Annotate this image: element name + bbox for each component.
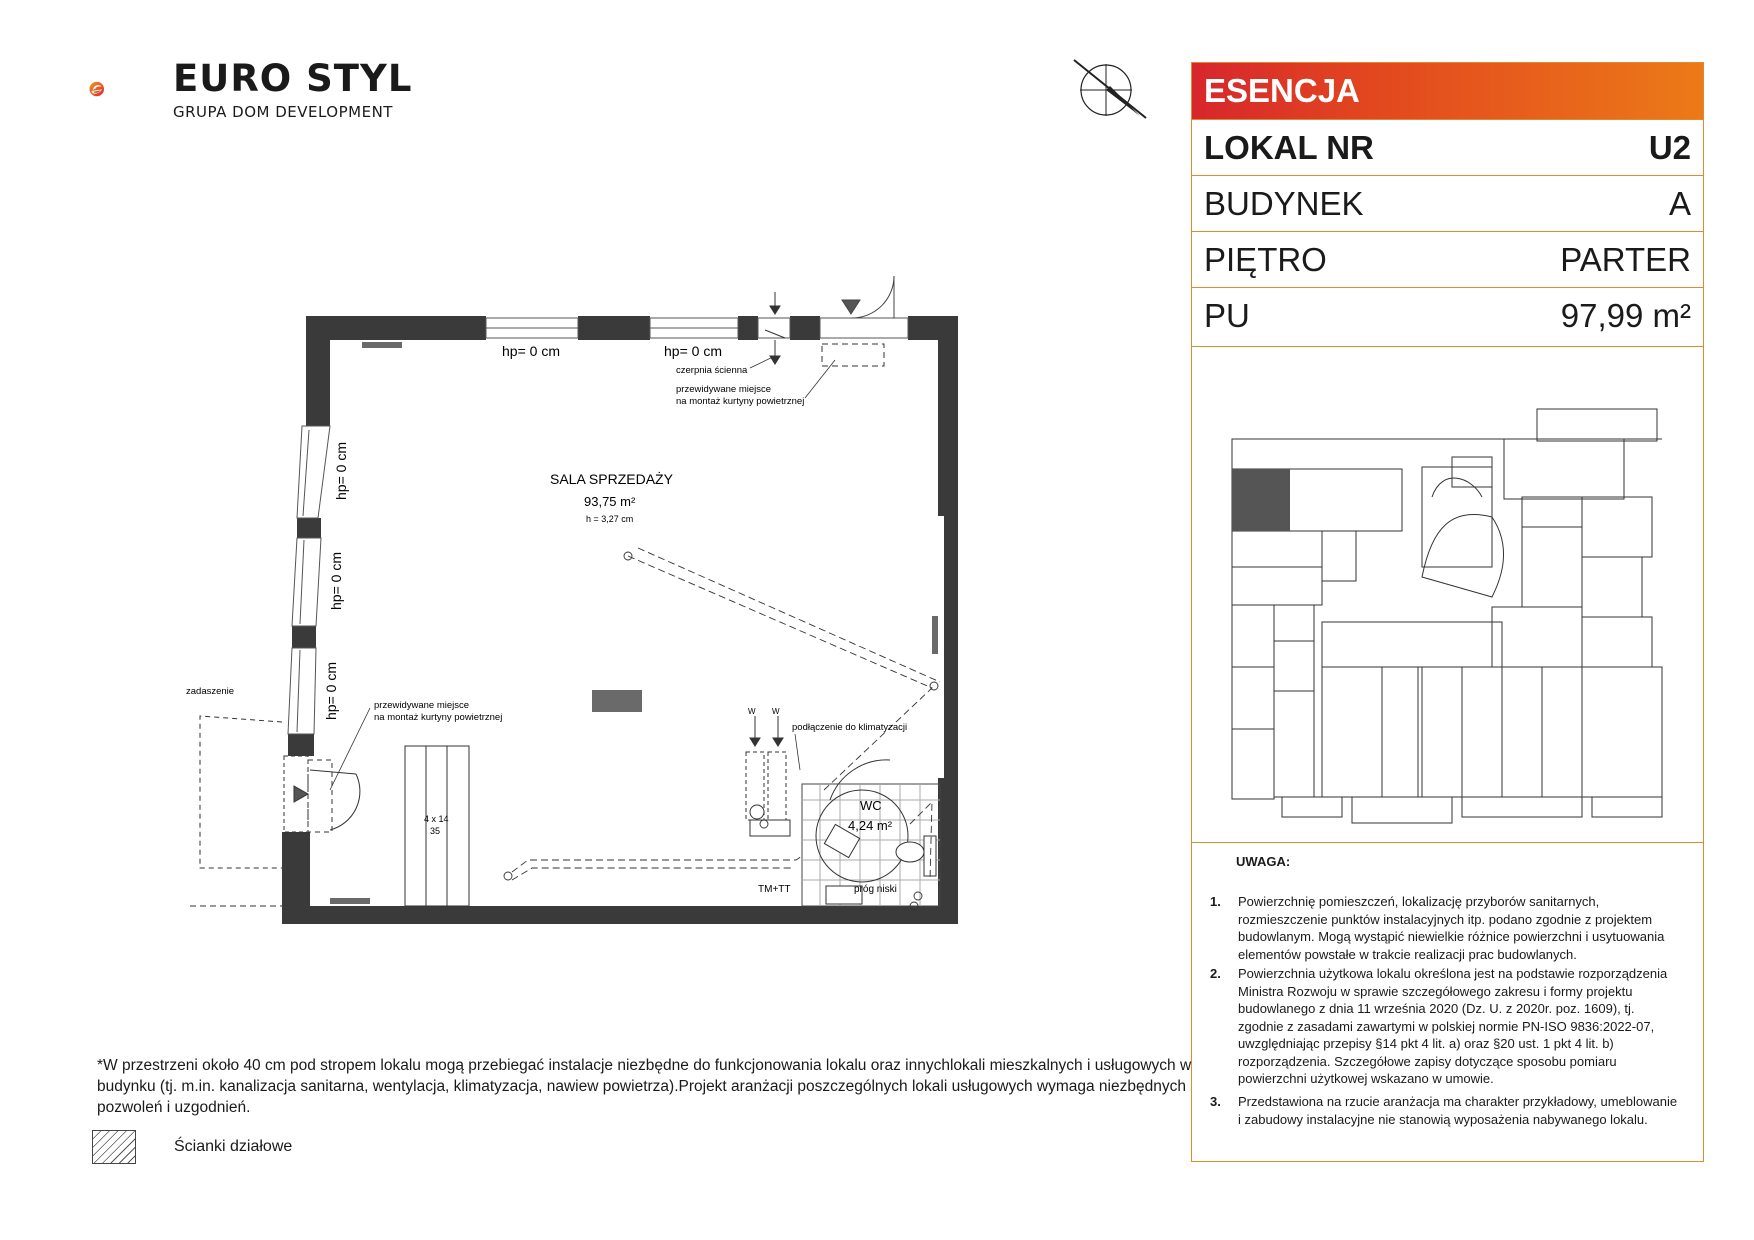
area-label: PU — [1204, 296, 1250, 334]
building-value: A — [1668, 184, 1691, 222]
note-1-number: 1. — [1210, 894, 1221, 909]
room-area: 93,75 m² — [584, 494, 636, 509]
hp-label-top-1: hp= 0 cm — [502, 343, 560, 359]
hp-label-left-3: hp= 0 cm — [323, 662, 339, 720]
wc-name: WC — [860, 798, 882, 813]
hp-label-left-1: hp= 0 cm — [333, 442, 349, 500]
highlighted-unit — [1232, 469, 1290, 531]
w-label-1: W — [748, 707, 756, 716]
building-row — [1192, 175, 1703, 231]
tm-tt-label: TM+TT — [758, 884, 791, 895]
project-name: ESENCJA — [1192, 63, 1703, 119]
site-key-plan — [1192, 346, 1703, 843]
unit-number-row — [1192, 119, 1703, 175]
ac-connection-label: podłączenie do klimatyzacji — [792, 722, 908, 733]
hp-label-top-2: hp= 0 cm — [664, 343, 722, 359]
air-curtain-label-2b: na montaż kurtyny powietrznej — [374, 712, 503, 723]
note-3-number: 3. — [1210, 1094, 1221, 1109]
partition-walls-label: Ścianki działowe — [174, 1138, 293, 1155]
area-row — [1192, 287, 1703, 343]
hp-label-left-2: hp= 0 cm — [328, 552, 344, 610]
floor-row — [1192, 231, 1703, 287]
air-curtain-label-1b: na montaż kurtyny powietrznej — [676, 396, 805, 407]
partition-walls-swatch — [92, 1130, 136, 1164]
notes-title: UWAGA: — [1236, 854, 1291, 869]
room-name: SALA SPRZEDAŻY — [550, 471, 673, 487]
note-1-text: Powierzchnię pomieszczeń, lokalizację przyborów sanitarnych, rozmieszczenie punktów instalacyjnych itp. podano zgodnie z projektem budowlanym. Mogą wystąpić niewielkie różnice powierzchni i usytuowania elementów powstałe w trakcie realizacji prac budowlanych. — [1238, 894, 1665, 962]
wall-intake-label: czerpnia ścienna — [676, 365, 748, 376]
wc-area: 4,24 m² — [848, 818, 893, 833]
canopy-label: zadaszenie — [186, 686, 235, 697]
brand-name: EURO STYL — [173, 57, 413, 100]
floor-plan — [0, 0, 1000, 960]
note-2-number: 2. — [1210, 966, 1221, 981]
unit-number-value: U2 — [1648, 128, 1691, 166]
area-value: 97,99 m² — [1560, 296, 1691, 334]
unit-info-panel — [1191, 62, 1704, 1162]
note-3-text: Przedstawiona na rzucie aranżacja ma charakter przykładowy, umeblowanie i zabudowy instalacyjne nie stanowią wyposażenia nabywanego lokalu. — [1238, 1094, 1678, 1127]
floor-label: PIĘTRO — [1204, 240, 1327, 278]
building-label: BUDYNEK — [1204, 184, 1364, 222]
unit-number-label: LOKAL NR — [1204, 128, 1374, 166]
air-curtain-label-1a: przewidywane miejsce — [676, 384, 772, 395]
note-2-text: Powierzchnia użytkowa lokalu określona jest na podstawie rozporządzenia Ministra Rozwoju w sprawie szczegółowego zakresu i formy projektu budowlanego z dnia 11 września 2020 (Dz. U. z 2020r. poz. 1609), tj. zgodnie z zasadami zawartymi w polskiej normie PN-ISO 9836:2022-07, uwzględniając przepisy §14 pkt 4 lit. a) oraz §20 ust. 1 pkt 4 lit. b) rozporządzenia. Szczegółowe zapisy dotyczące sposobu pomiaru powierzchni użytkowej wskazano w umowie. — [1238, 966, 1668, 1086]
north-arrow-icon — [1070, 56, 1150, 124]
w-label-2: W — [772, 707, 780, 716]
key-plan-drawing — [1192, 347, 1703, 842]
installation-footnote: *W przestrzeni około 40 cm pod stropem lokalu mogą przebiegać instalacje niezbędne do funkcjonowania lokalu oraz innychlokali mieszkalnych i usługowych w budynku (tj. m.in. kanalizacja sanitarna, wentylacja, klimatyzacja, nawiew powietrza).Projekt aranżacji poszczególnych lokali usługowych wymaga niezbędnych pozwoleń i uzgodnień. — [97, 1057, 1192, 1116]
floor-value: PARTER — [1560, 240, 1691, 278]
stairs-label-a: 4 x 14 — [424, 814, 449, 824]
low-threshold-label: próg niski — [854, 884, 897, 895]
brand-tagline: GRUPA DOM DEVELOPMENT — [173, 103, 393, 121]
stairs-label-b: 35 — [430, 826, 441, 836]
room-height: h = 3,27 cm — [586, 514, 634, 524]
air-curtain-label-2a: przewidywane miejsce — [374, 700, 470, 711]
